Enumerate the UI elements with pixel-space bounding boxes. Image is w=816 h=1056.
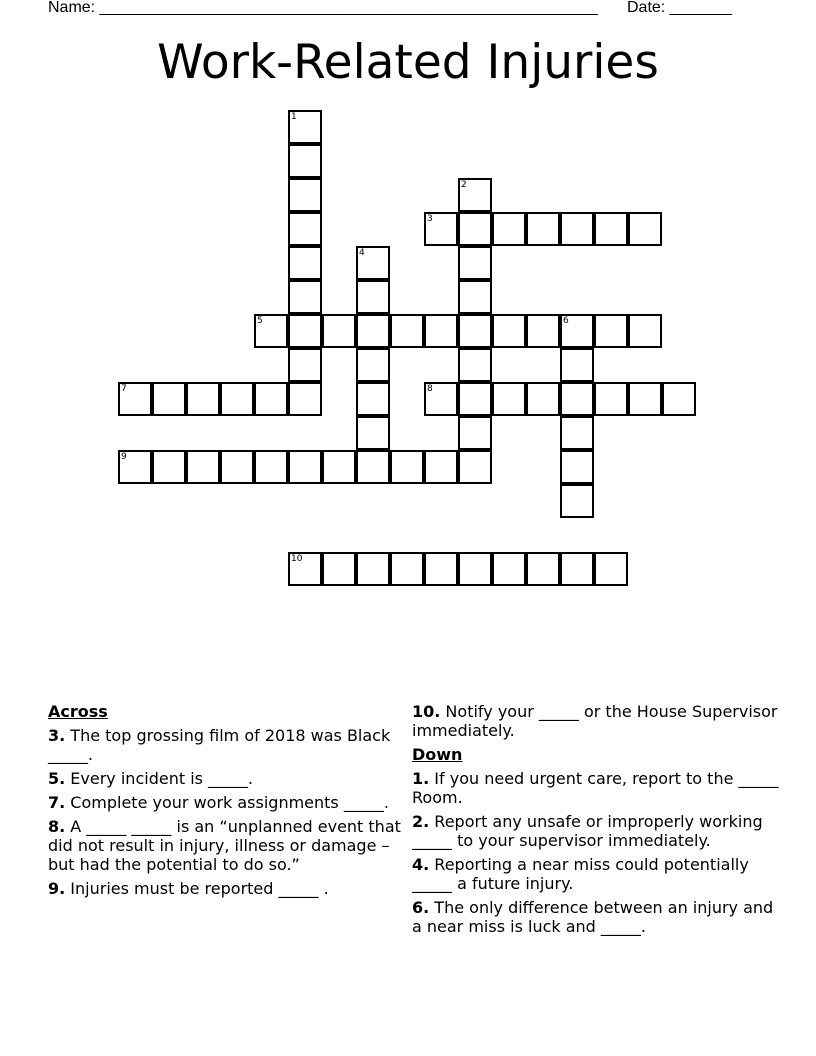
grid-cell[interactable] [594, 314, 628, 348]
grid-cell[interactable] [288, 450, 322, 484]
grid-cell[interactable] [356, 314, 390, 348]
clues-column-right [412, 702, 784, 941]
grid-cell[interactable] [492, 382, 526, 416]
grid-cell[interactable] [288, 280, 322, 314]
grid-cell[interactable] [492, 552, 526, 586]
grid-cell[interactable] [458, 212, 492, 246]
grid-cell[interactable] [390, 552, 424, 586]
grid-cell[interactable] [458, 450, 492, 484]
grid-cell[interactable] [254, 450, 288, 484]
down-clue: 1. If you need urgent care, report to the _____ Room. [412, 769, 779, 807]
grid-cell[interactable] [118, 382, 152, 416]
grid-cell[interactable] [458, 382, 492, 416]
grid-cell[interactable] [254, 314, 288, 348]
clue-number: 2 [461, 180, 467, 190]
grid-cell[interactable] [322, 552, 356, 586]
grid-cell[interactable] [322, 314, 356, 348]
grid-cell[interactable] [526, 212, 560, 246]
grid-cell[interactable] [458, 178, 492, 212]
across-clue: 8. A _____ _____ is an “unplanned event that did not result in injury, illness or damage – but had the potential to do so.” [48, 817, 401, 874]
grid-cell[interactable] [628, 314, 662, 348]
grid-cell[interactable] [356, 450, 390, 484]
grid-cell[interactable] [424, 450, 458, 484]
grid-cell[interactable] [594, 382, 628, 416]
clue-number: 1 [291, 112, 297, 122]
across-clue: 7. Complete your work assignments _____. [48, 793, 389, 812]
grid-cell[interactable] [356, 416, 390, 450]
grid-cell[interactable] [560, 450, 594, 484]
across-clue: 3. The top grossing film of 2018 was Black _____. [48, 726, 391, 764]
grid-cell[interactable] [560, 416, 594, 450]
grid-cell[interactable] [526, 382, 560, 416]
grid-cell[interactable] [560, 484, 594, 518]
grid-cell[interactable] [458, 416, 492, 450]
grid-cell[interactable] [186, 450, 220, 484]
down-heading: Down [412, 745, 463, 764]
page-title: Work-Related Injuries [157, 35, 659, 90]
grid-cell[interactable] [458, 246, 492, 280]
grid-cell[interactable] [628, 382, 662, 416]
grid-cell[interactable] [288, 314, 322, 348]
grid-cell[interactable] [220, 382, 254, 416]
grid-cell[interactable] [288, 212, 322, 246]
clue-number: 10 [291, 554, 303, 564]
grid-cell[interactable] [458, 348, 492, 382]
clue-number: 8 [427, 384, 433, 394]
grid-cell[interactable] [288, 178, 322, 212]
grid-cell[interactable] [390, 450, 424, 484]
grid-cell[interactable] [322, 450, 356, 484]
across-heading: Across [48, 702, 108, 721]
grid-cell[interactable] [152, 382, 186, 416]
clues-column-left [48, 702, 410, 903]
grid-cell[interactable] [492, 212, 526, 246]
grid-cell[interactable] [492, 314, 526, 348]
down-clue: 2. Report any unsafe or improperly working _____ to your supervisor immediately. [412, 812, 763, 850]
across-clue: 5. Every incident is _____. [48, 769, 254, 788]
grid-cell[interactable] [118, 450, 152, 484]
grid-cell[interactable] [424, 382, 458, 416]
grid-cell[interactable] [356, 382, 390, 416]
down-clue: 6. The only difference between an injury and a near miss is luck and _____. [412, 898, 774, 936]
grid-cell[interactable] [424, 212, 458, 246]
grid-cell[interactable] [594, 552, 628, 586]
grid-cell[interactable] [288, 110, 322, 144]
clue-number: 6 [563, 316, 569, 326]
clue-number: 7 [121, 384, 127, 394]
grid-cell[interactable] [288, 144, 322, 178]
grid-cell[interactable] [288, 246, 322, 280]
date-field-label: Date: _______ [627, 0, 732, 16]
grid-cell[interactable] [288, 348, 322, 382]
grid-cell[interactable] [526, 314, 560, 348]
down-clue: 4. Reporting a near miss could potentially _____ a future injury. [412, 855, 749, 893]
grid-cell[interactable] [356, 280, 390, 314]
grid-cell[interactable] [186, 382, 220, 416]
clue-number: 5 [257, 316, 263, 326]
clue-number: 9 [121, 452, 127, 462]
grid-cell[interactable] [628, 212, 662, 246]
across-clue: 10. Notify your _____ or the House Supervisor immediately. [412, 702, 778, 740]
grid-cell[interactable] [662, 382, 696, 416]
grid-cell[interactable] [458, 552, 492, 586]
grid-cell[interactable] [356, 552, 390, 586]
grid-cell[interactable] [458, 280, 492, 314]
grid-cell[interactable] [560, 314, 594, 348]
grid-cell[interactable] [356, 246, 390, 280]
grid-cell[interactable] [390, 314, 424, 348]
grid-cell[interactable] [356, 348, 390, 382]
grid-cell[interactable] [424, 314, 458, 348]
grid-cell[interactable] [288, 382, 322, 416]
grid-cell[interactable] [560, 552, 594, 586]
grid-cell[interactable] [458, 314, 492, 348]
grid-cell[interactable] [594, 212, 628, 246]
grid-cell[interactable] [220, 450, 254, 484]
grid-cell[interactable] [560, 212, 594, 246]
grid-cell[interactable] [288, 552, 322, 586]
grid-cell[interactable] [560, 382, 594, 416]
grid-cell[interactable] [254, 382, 288, 416]
grid-cell[interactable] [152, 450, 186, 484]
clue-number: 3 [427, 214, 433, 224]
clue-number: 4 [359, 248, 365, 258]
grid-cell[interactable] [560, 348, 594, 382]
grid-cell[interactable] [526, 552, 560, 586]
grid-cell[interactable] [424, 552, 458, 586]
name-field-label: Name: ________________________________________________________ [48, 0, 598, 16]
across-clue: 9. Injuries must be reported _____ . [48, 879, 329, 898]
